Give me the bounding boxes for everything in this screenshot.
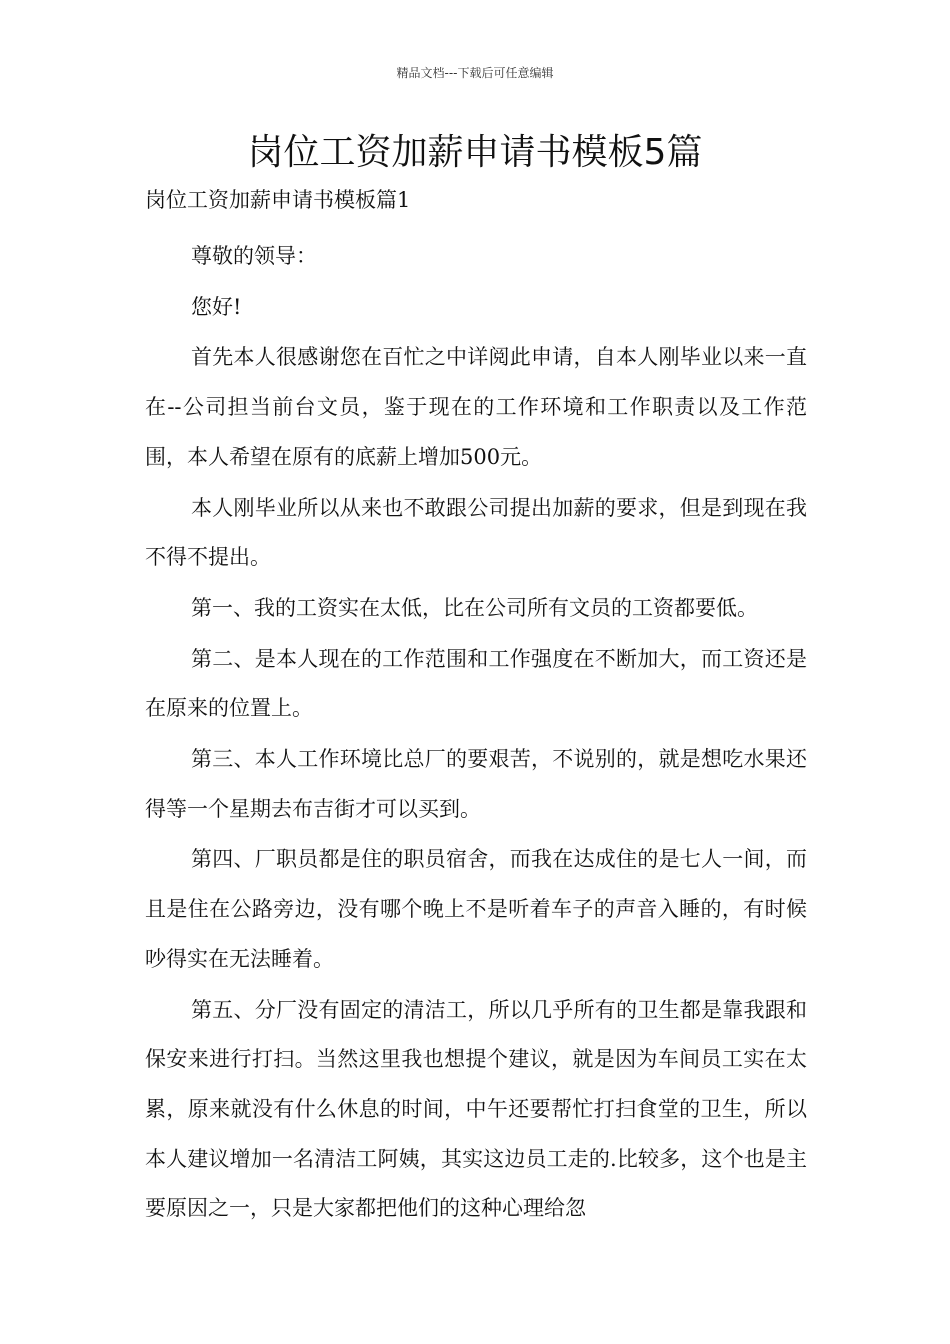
paragraph-reason-1: 第一、我的工资实在太低，比在公司所有文员的工资都要低。: [191, 595, 758, 620]
paragraph-salutation: 尊敬的领导：: [191, 244, 317, 268]
paragraph-reason-3: 第三、本人工作环境比总厂的要艰苦，不说别的，就是想吃水果还得等一个星期去布吉街才可以买到。: [145, 747, 807, 821]
document-body: [145, 232, 807, 1235]
paragraph-reason-2: 第二、是本人现在的工作范围和工作强度在不断加大，而工资还是在原来的位置上。: [145, 646, 807, 721]
paragraph-intro: 首先本人很感谢您在百忙之中详阅此申请，自本人刚毕业以来一直在--公司担当前台文员，鉴于现在的工作环境和工作职责以及工作范围，本人希望在原有的底薪上增加500元。: [145, 345, 807, 469]
paragraph-reason-overview: 本人刚毕业所以从来也不敢跟公司提出加薪的要求，但是到现在我不得不提出。: [145, 495, 807, 570]
paragraph-reason-5: 第五、分厂没有固定的清洁工，所以几乎所有的卫生都是靠我跟和保安来进行打扫。当然这里我也想提个建议，就是因为车间员工实在太累，原来就没有什么休息的时间，中午还要帮忙打扫食堂的卫生，所以本人建议增加一名清洁工阿姨，其实这边员工走的.比较多，这个也是主要原因之一，只是大家都把他们的这种心理给忽: [145, 997, 807, 1221]
paragraph-reason-4: 第四、厂职员都是住的职员宿舍，而我在达成住的是七人一间，而且是住在公路旁边，没有哪个晚上不是听着车子的声音入睡的，有时候吵得实在无法睡着。: [145, 847, 807, 971]
page-header: 精品文档---下载后可任意编辑: [396, 66, 554, 80]
section-subtitle: 岗位工资加薪申请书模板篇1: [145, 188, 411, 212]
document-title: 岗位工资加薪申请书模板5篇: [247, 132, 703, 173]
paragraph-greeting: 您好!: [191, 294, 242, 319]
